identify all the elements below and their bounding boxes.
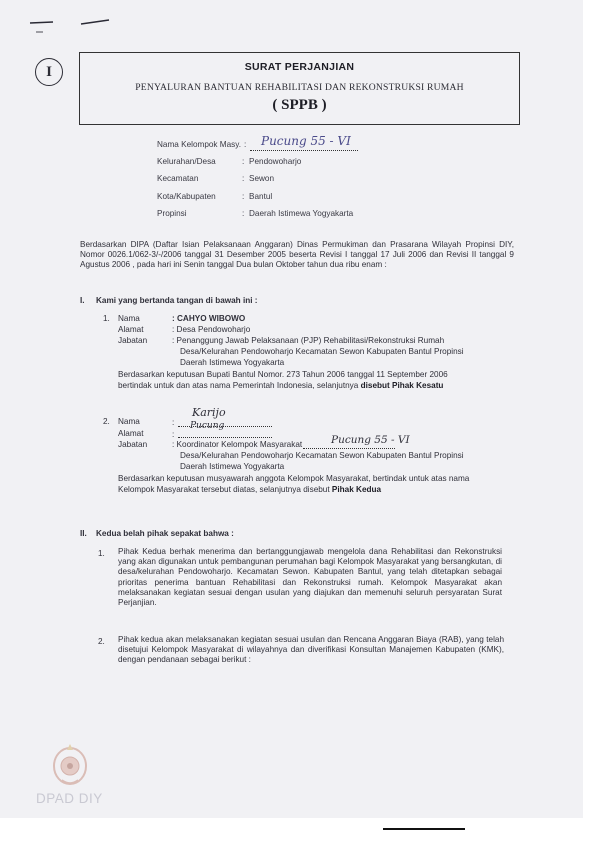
bottom-rule — [383, 828, 465, 830]
field-label: Jabatan — [118, 440, 148, 449]
info-row-kota: Kota/Kabupaten : Bantul — [157, 192, 273, 201]
item-number: 2. — [98, 637, 105, 646]
section-heading-number: I. — [80, 296, 85, 305]
party1-position: : Penanggung Jawab Pelaksanaan (PJP) Rehabilitasi/Rekonstruksi Rumah — [172, 336, 445, 345]
info-row-propinsi: Propinsi : Daerah Istimewa Yogyakarta — [157, 209, 354, 218]
party1-basis-line2: bertindak untuk dan atas nama Pemerintah Indonesia, selanjutnya disebut Pihak Kesatu — [118, 381, 444, 390]
field-label: Nama — [118, 314, 140, 323]
info-row-kelurahan: Kelurahan/Desa : Pendowoharjo — [157, 157, 302, 166]
fill-line — [178, 437, 272, 438]
party2-role: Pihak Kedua — [331, 485, 382, 494]
field-label: Alamat — [118, 429, 144, 438]
field-label: Nama — [118, 417, 140, 426]
info-label: Kecamatan — [157, 174, 199, 183]
info-value-handwritten: Pucung 55 - VI — [261, 134, 351, 148]
section-heading: Kedua belah pihak sepakat bahwa : — [96, 529, 234, 538]
info-value: Daerah Istimewa Yogyakarta — [249, 209, 354, 218]
title-box — [79, 52, 520, 125]
agreement-item-1: Pihak Kedua berhak menerima dan bertanggungjawab mengelola dana Rehabilitasi dan Rekonstruksi yang akan digunakan untuk pembangunan perumahan bagi Kelompok Masyarakat yang bersangkutan, di desa/kelurahan Pendowoharjo. Kecamatan Sewon. Kabupaten Bantul, yang telah ditetapkan sebagai prioritas penerima bantuan Rehabilitasi dan Rekonstruksi rumah. Kelompok Masyarakat akan melaksanakan kegiatan sesuai dengan usulan yang diajukan dan memenuhi seluruh persyaratan Surat Perjanjian. — [118, 547, 502, 608]
party2-position-line3: Daerah Istimewa Yogyakarta — [180, 462, 285, 471]
party2-address-handwritten: Pucung — [190, 421, 225, 431]
document-subtitle: PENYALURAN BANTUAN REHABILITASI DAN REKONSTRUKSI RUMAH — [135, 82, 464, 93]
scan-margin — [0, 818, 595, 842]
party1-address: : Desa Pendowoharjo — [172, 325, 251, 334]
info-label: Propinsi — [157, 209, 187, 218]
info-label: Nama Kelompok Masy. — [157, 140, 242, 149]
info-label: Kota/Kabupaten — [157, 192, 216, 201]
section-number-circle: I — [35, 58, 63, 86]
party-number: 2. — [103, 417, 110, 426]
info-value: Bantul — [249, 192, 273, 201]
item-number: 1. — [98, 549, 105, 558]
party1-position-line2: Desa/Kelurahan Pendowoharjo Kecamatan Sewon Kabupaten Bantul Propinsi — [180, 347, 464, 356]
pen-mark-icon — [8, 18, 118, 48]
intro-paragraph: Berdasarkan DIPA (Daftar Isian Pelaksanaan Anggaran) Dinas Permukiman dan Prasarana Wilayah Propinsi DIY, Nomor 0026.1/062-3/-/2006 tanggal 31 Desember 2005 beserta Revisi I tanggal 17 Juli 2006 dan Revisi II tanggal 9 Agustus 2006 , pada hari ini Senin tanggal Dua bulan Oktober tahun dua ribu enam : — [80, 240, 514, 270]
info-value: Pendowoharjo — [249, 157, 302, 166]
party2-basis: Berdasarkan keputusan musyawarah anggota Kelompok Masyarakat, bertindak untuk atas nama — [118, 474, 470, 483]
document-code: ( SPPB ) — [272, 97, 327, 113]
party1-position-line3: Daerah Istimewa Yogyakarta — [180, 358, 285, 367]
party2-name-handwritten: Karijo — [192, 406, 226, 419]
agreement-item-2: Pihak kedua akan melaksanakan kegiatan sesuai usulan dan Rencana Anggaran Biaya (RAB), yang telah disetujui Kelompok Masyarakat di wilayahnya dan diverifikasi Konsultan Manajemen Kabupaten (KMK), dengan pendanaan sebagai berikut : — [118, 635, 504, 665]
field-label: Alamat — [118, 325, 144, 334]
party1-name: : CAHYO WIBOWO — [172, 314, 246, 323]
info-label: Kelurahan/Desa — [157, 157, 216, 166]
party2-group-handwritten: Pucung 55 - VI — [331, 434, 410, 446]
info-value: Sewon — [249, 174, 275, 183]
party2-position-line2: Desa/Kelurahan Pendowoharjo Kecamatan Sewon Kabupaten Bantul Propinsi — [180, 451, 464, 460]
party2-basis-line2: Kelompok Masyarakat tersebut diatas, selanjutnya disebut Pihak Kedua — [118, 485, 382, 494]
party2-position: : Koordinator Kelompok Masyarakat — [172, 440, 303, 449]
party1-role: disebut Pihak Kesatu — [360, 381, 444, 390]
emblem-logo-icon — [50, 740, 90, 788]
watermark-text: DPAD DIY — [36, 791, 103, 806]
party1-basis: Berdasarkan keputusan Bupati Bantul Nomor. 273 Tahun 2006 tanggal 11 September 2006 — [118, 370, 448, 379]
party-number: 1. — [103, 314, 110, 323]
info-row-kelompok: Nama Kelompok Masy. : Pucung 55 - VI — [157, 134, 351, 149]
info-row-kecamatan: Kecamatan : Sewon — [157, 174, 275, 183]
document-title: SURAT PERJANJIAN — [244, 61, 355, 73]
section-heading: Kami yang bertanda tangan di bawah ini : — [96, 296, 258, 305]
field-label: Jabatan — [118, 336, 148, 345]
section-heading-number: II. — [80, 529, 87, 538]
fill-line — [303, 448, 395, 449]
fill-line — [250, 150, 358, 151]
